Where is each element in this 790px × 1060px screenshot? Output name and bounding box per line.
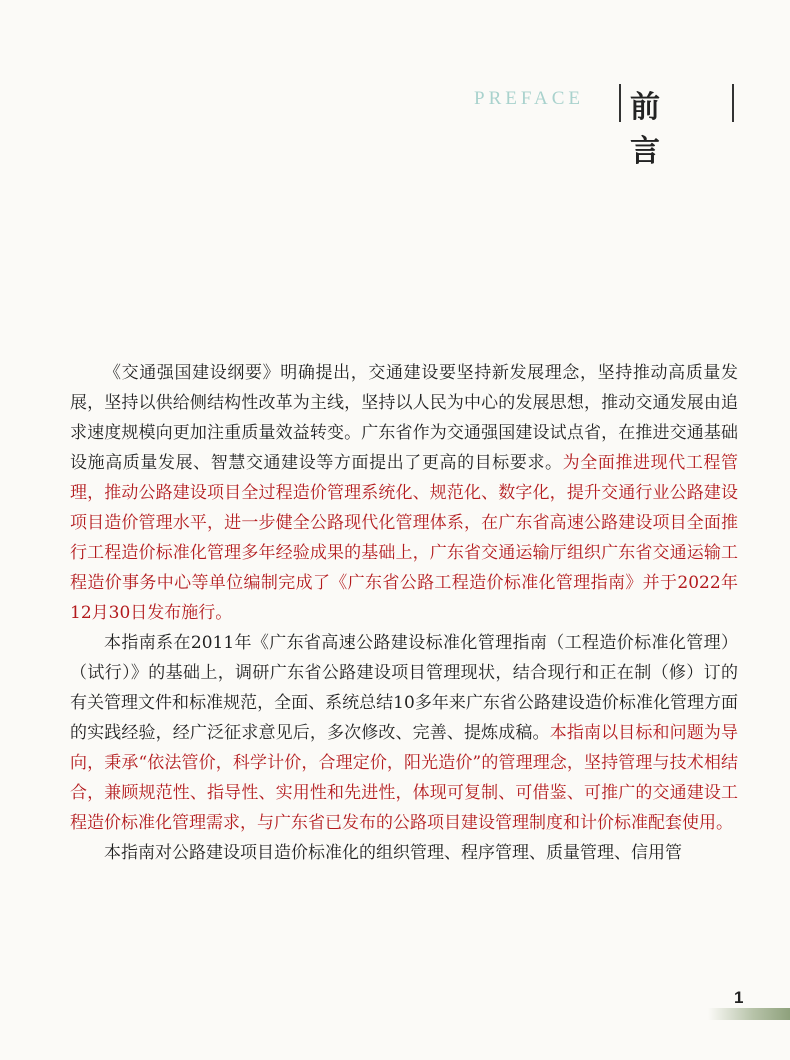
page-corner-decoration xyxy=(708,1008,790,1020)
preface-chinese-title: 前言 xyxy=(630,90,686,169)
paragraph-2 xyxy=(70,628,738,838)
title-divider-right xyxy=(732,84,734,122)
paragraph-3-text: 本指南对公路建设项目造价标准化的组织管理、程序管理、质量管理、信用管 xyxy=(104,843,682,863)
title-divider-left xyxy=(619,84,621,122)
preface-body xyxy=(70,358,738,868)
page-header xyxy=(470,80,740,169)
paragraph-1-text: 《交通强国建设纲要》明确提出，交通建设要坚持新发展理念，坚持推动高质量发展，坚持以供给侧结构性改革为主线，坚持以人民为中心的发展思想，推动交通发展由追求速度规模向更加注重质量效益转变。广东省作为交通强国建设试点省，在推进交通基础设施高质量发展、智慧交通建设等方面提出了更高的目标要求。 xyxy=(70,363,738,473)
paragraph-1 xyxy=(70,358,738,628)
preface-english-title: PREFACE xyxy=(474,88,585,109)
paragraph-2-highlight: 本指南以目标和问题为导向，秉承“依法管价，科学计价，合理定价，阳光造价”的管理理念，坚持管理与技术相结合，兼顾规范性、指导性、实用性和先进性，体现可复制、可借鉴、可推广的交通建设工程造价标准化管理需求，与广东省已发布的公路项目建设管理制度和计价标准配套使用。 xyxy=(70,723,739,833)
paragraph-1-highlight: 为全面推进现代工程管理，推动公路建设项目全过程造价管理系统化、规范化、数字化，提升交通行业公路建设项目造价管理水平，进一步健全公路现代化管理体系，在广东省高速公路建设项目全面推行工程造价标准化管理多年经验成果的基础上，广东省交通运输厅组织广东省交通运输工程造价事务中心等单位编制完成了《广东省公路工程造价标准化管理指南》并于2022年12月30日发布施行。 xyxy=(70,453,739,623)
paragraph-2-text: 本指南系在2011年《广东省高速公路建设标准化管理指南（工程造价标准化管理）（试行）》的基础上，调研广东省公路建设项目管理现状，结合现行和正在制（修）订的有关管理文件和标准规范，全面、系统总结10多年来广东省公路建设造价标准化管理方面的实践经验，经广泛征求意见后，多次修改、完善、提炼成稿。 xyxy=(70,633,738,743)
page-number: 1 xyxy=(734,988,744,1007)
paragraph-3 xyxy=(70,838,738,868)
